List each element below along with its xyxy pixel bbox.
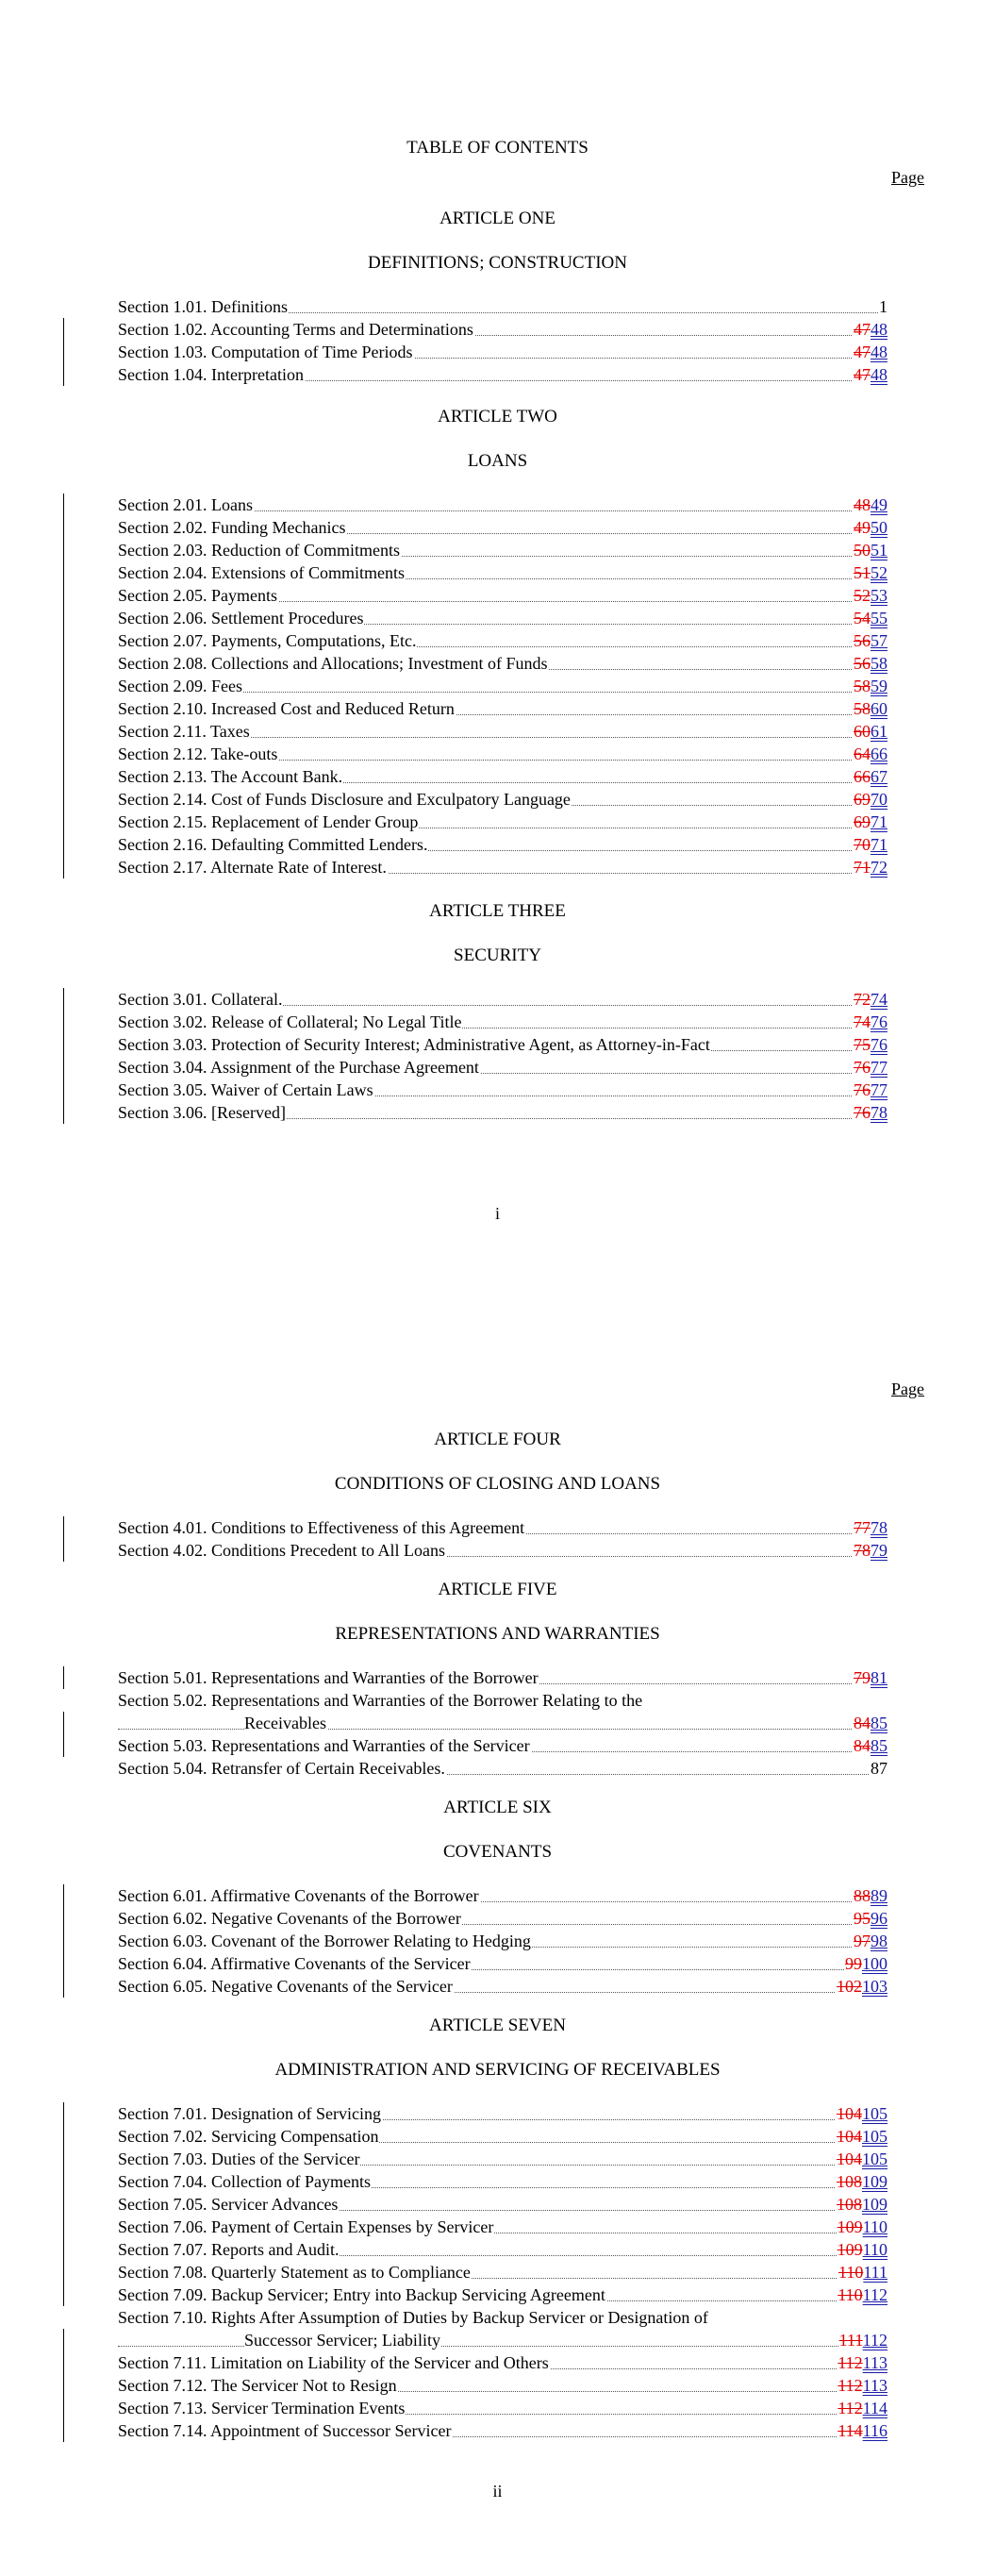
toc-entry-title: Section 7.14. Appointment of Successor Servicer — [118, 2421, 452, 2440]
deleted-page-number: 109 — [837, 2217, 863, 2236]
deleted-page-number: 110 — [837, 2285, 863, 2304]
toc-entry-title: Section 3.06. [Reserved] — [118, 1103, 286, 1122]
toc-entry-page — [853, 811, 887, 833]
toc-entry — [118, 2102, 887, 2125]
inserted-page-number: 48 — [871, 343, 887, 361]
toc-entry-page — [853, 1101, 887, 1124]
toc-entry — [118, 607, 887, 629]
toc-group — [118, 988, 887, 1124]
toc-entry — [118, 1734, 887, 1757]
inserted-page-number: 76 — [871, 1012, 887, 1031]
toc-entry-page — [853, 1079, 887, 1101]
inserted-page-number: 112 — [862, 2285, 887, 2304]
toc-entry-title: Section 7.08. Quarterly Statement as to Compliance — [118, 2263, 471, 2282]
toc-group — [118, 1516, 887, 1562]
deleted-page-number: 76 — [854, 1103, 871, 1122]
toc-entry-title: Section 7.06. Payment of Certain Expenses by Servicer — [118, 2217, 494, 2236]
article-heading: ARTICLE SEVEN — [428, 2016, 567, 2035]
deleted-page-number: 50 — [854, 541, 871, 560]
deleted-page-number: 111 — [838, 2331, 863, 2350]
toc-entry — [118, 516, 887, 539]
article-subheading: ADMINISTRATION AND SERVICING OF RECEIVABLES — [274, 2060, 721, 2080]
deleted-page-number: 56 — [854, 631, 871, 650]
dot-leader — [118, 2346, 887, 2347]
deleted-page-number: 58 — [854, 699, 871, 718]
toc-entry-page — [853, 720, 887, 743]
toc-entry — [118, 833, 887, 856]
toc-entry-title: Section 5.03. Representations and Warranties of the Servicer — [118, 1736, 530, 1755]
article-subheading: COVENANTS — [442, 1842, 553, 1862]
change-bar — [63, 1884, 64, 1998]
toc-group — [118, 295, 887, 386]
toc-entry — [118, 697, 887, 720]
article-subheading: DEFINITIONS; CONSTRUCTION — [368, 253, 627, 273]
toc-entry-title: Section 6.05. Negative Covenants of the Servicer — [118, 1977, 453, 1996]
deleted-page-number: 99 — [845, 1954, 862, 1973]
toc-entry-page — [853, 584, 887, 607]
toc-entry-title: Section 6.04. Affirmative Covenants of the Servicer — [118, 1954, 471, 1973]
change-bar — [63, 1516, 64, 1562]
deleted-page-number: 64 — [854, 744, 871, 763]
toc-entry — [118, 295, 887, 318]
inserted-page-number: 110 — [862, 2240, 887, 2259]
deleted-page-number: 108 — [837, 2195, 862, 2214]
toc-entry — [118, 2261, 887, 2283]
toc-entry — [118, 856, 887, 878]
deleted-page-number: 49 — [854, 518, 871, 537]
toc-entry-title: Section 7.12. The Servicer Not to Resign — [118, 2376, 397, 2395]
deleted-page-number: 70 — [854, 835, 871, 854]
toc-entry — [118, 1516, 887, 1539]
toc-entry — [118, 1033, 887, 1056]
toc-entry-page — [837, 2261, 887, 2283]
inserted-page-number: 105 — [862, 2104, 887, 2123]
toc-entry-page — [853, 788, 887, 811]
toc-entry — [118, 1930, 887, 1952]
deleted-page-number: 104 — [837, 2149, 862, 2168]
inserted-page-number: 98 — [871, 1932, 887, 1950]
toc-entry-page — [853, 539, 887, 561]
deleted-page-number: 84 — [854, 1714, 871, 1732]
page-column-label: Page — [891, 168, 924, 187]
deleted-page-number: 47 — [854, 343, 871, 361]
toc-entry — [118, 2397, 887, 2419]
toc-entry-title: Section 2.09. Fees — [118, 677, 242, 695]
toc-entry — [118, 341, 887, 363]
toc-entry-title: Section 3.05. Waiver of Certain Laws — [118, 1080, 373, 1099]
toc-entry — [118, 539, 887, 561]
deleted-page-number: 69 — [854, 812, 871, 831]
inserted-page-number: 48 — [871, 320, 887, 339]
change-bar — [63, 1712, 64, 1757]
toc-entry-page — [836, 1975, 887, 1998]
toc-entry-title: Section 2.05. Payments — [118, 586, 277, 605]
deleted-page-number: 75 — [854, 1035, 871, 1054]
toc-group — [118, 2102, 887, 2442]
toc-entry — [118, 493, 887, 516]
deleted-page-number: 71 — [854, 858, 871, 877]
toc-entry-page — [844, 1952, 887, 1975]
toc-entry-page — [837, 2283, 887, 2306]
toc-entry — [118, 788, 887, 811]
inserted-page-number: 85 — [871, 1736, 887, 1755]
deleted-page-number: 72 — [854, 990, 871, 1009]
deleted-page-number: 78 — [854, 1541, 871, 1560]
toc-entry-page — [836, 2148, 887, 2170]
toc-entry — [118, 2125, 887, 2148]
inserted-page-number: 103 — [862, 1977, 887, 1996]
toc-entry-page — [837, 2419, 887, 2442]
inserted-page-number: 89 — [871, 1886, 887, 1905]
deleted-page-number: 102 — [837, 1977, 862, 1996]
inserted-page-number: 105 — [862, 2127, 887, 2146]
toc-entry-title: Section 2.01. Loans — [118, 495, 253, 514]
toc-entry — [118, 318, 887, 341]
inserted-page-number: 109 — [862, 2172, 887, 2191]
toc-entry — [118, 1689, 887, 1734]
toc-entry — [118, 743, 887, 765]
toc-entry-page — [836, 2170, 887, 2193]
toc-entry-page — [853, 1666, 887, 1689]
inserted-page-number: 67 — [871, 767, 887, 786]
inserted-page-number: 100 — [862, 1954, 887, 1973]
toc-entry-title: Section 2.12. Take-outs — [118, 744, 278, 763]
inserted-page-number: 51 — [871, 541, 887, 560]
toc-entry — [118, 2216, 887, 2238]
page-number: ii — [492, 2482, 503, 2501]
toc-entry — [118, 811, 887, 833]
toc-entry-title: Section 2.04. Extensions of Commitments — [118, 563, 405, 582]
inserted-page-number: 96 — [871, 1909, 887, 1928]
toc-entry-title: Section 3.03. Protection of Security Interest; Administrative Agent, as Attorney-in-Fact — [118, 1035, 710, 1054]
article-heading: ARTICLE THREE — [429, 901, 566, 921]
toc-entry — [118, 2283, 887, 2306]
toc-entry — [118, 1666, 887, 1689]
toc-entry-page — [853, 1056, 887, 1079]
toc-entry-page — [837, 2216, 887, 2238]
toc-entry-title: Section 2.13. The Account Bank. — [118, 767, 343, 786]
deleted-page-number: 112 — [837, 2353, 863, 2372]
toc-entry-title: Section 7.09. Backup Servicer; Entry into Backup Servicing Agreement — [118, 2285, 605, 2304]
toc-entry — [118, 652, 887, 675]
toc-entry-page — [853, 1734, 887, 1757]
toc-entry-title: Section 1.01. Definitions — [118, 297, 288, 316]
toc-entry — [118, 2193, 887, 2216]
toc-entry-page — [853, 697, 887, 720]
toc-entry — [118, 584, 887, 607]
change-bar — [63, 2329, 64, 2442]
toc-entry-title: Section 2.02. Funding Mechanics — [118, 518, 346, 537]
toc-entry — [118, 1539, 887, 1562]
inserted-page-number: 48 — [871, 365, 887, 384]
deleted-page-number: 84 — [854, 1736, 871, 1755]
deleted-page-number: 48 — [854, 495, 871, 514]
inserted-page-number: 66 — [871, 744, 887, 763]
inserted-page-number: 53 — [871, 586, 887, 605]
toc-entry-title: Section 2.16. Defaulting Committed Lenders. — [118, 835, 428, 854]
toc-entry-title: Section 2.06. Settlement Procedures — [118, 609, 364, 627]
toc-entry-title: Section 4.02. Conditions Precedent to All Loans — [118, 1541, 445, 1560]
article-heading: ARTICLE FIVE — [438, 1580, 557, 1599]
article-subheading: LOANS — [467, 451, 528, 471]
deleted-page-number: 69 — [854, 790, 871, 809]
change-bar — [63, 493, 64, 878]
inserted-page-number: 77 — [871, 1080, 887, 1099]
toc-entry — [118, 1011, 887, 1033]
toc-entry — [118, 2170, 887, 2193]
deleted-page-number: 108 — [837, 2172, 862, 2191]
article-heading: ARTICLE FOUR — [434, 1430, 561, 1449]
toc-entry — [118, 675, 887, 697]
inserted-page-number: 74 — [871, 990, 887, 1009]
inserted-page-number: 110 — [862, 2217, 887, 2236]
toc-entry-page — [853, 561, 887, 584]
toc-entry-title-continued: Receivables — [244, 1714, 326, 1732]
toc-entry — [118, 1079, 887, 1101]
toc-entry-page — [836, 2193, 887, 2216]
toc-entry — [118, 2238, 887, 2261]
inserted-page-number: 58 — [871, 654, 887, 673]
toc-entry-page — [853, 1712, 887, 1734]
toc-entry-title: Section 7.05. Servicer Advances — [118, 2195, 339, 2214]
toc-entry-title: Section 5.01. Representations and Warranties of the Borrower — [118, 1668, 539, 1687]
toc-entry-page — [853, 363, 887, 386]
toc-group — [118, 493, 887, 878]
inserted-page-number: 113 — [862, 2353, 887, 2372]
toc-entry-title: Section 6.01. Affirmative Covenants of the Borrower — [118, 1886, 479, 1905]
inserted-page-number: 112 — [862, 2331, 887, 2350]
toc-entry-page — [853, 1907, 887, 1930]
toc-entry-page — [853, 743, 887, 765]
article-subheading: CONDITIONS OF CLOSING AND LOANS — [334, 1474, 661, 1494]
toc-entry-page — [853, 833, 887, 856]
toc-entry-title: Section 7.10. Rights After Assumption of Duties by Backup Servicer or Designation of — [118, 2308, 708, 2327]
toc-entry-page — [853, 1539, 887, 1562]
toc-entry-page — [837, 2397, 887, 2419]
deleted-page-number: 95 — [854, 1909, 871, 1928]
inserted-page-number: 72 — [871, 858, 887, 877]
deleted-page-number: 76 — [854, 1080, 871, 1099]
toc-entry-title: Section 3.02. Release of Collateral; No Legal Title — [118, 1012, 462, 1031]
toc-entry-page — [853, 1884, 887, 1907]
toc-entry-title: Section 7.11. Limitation on Liability of the Servicer and Others — [118, 2353, 549, 2372]
change-bar — [63, 2102, 64, 2306]
inserted-page-number: 55 — [871, 609, 887, 627]
toc-entry-title: Section 7.03. Duties of the Servicer — [118, 2149, 360, 2168]
toc-entry-page — [837, 2238, 887, 2261]
toc-entry-title: Section 3.04. Assignment of the Purchase Agreement — [118, 1058, 479, 1077]
toc-entry — [118, 720, 887, 743]
article-heading: ARTICLE TWO — [438, 407, 557, 427]
deleted-page-number: 79 — [854, 1668, 871, 1687]
article-subheading: SECURITY — [454, 945, 541, 965]
deleted-page-number: 60 — [854, 722, 871, 741]
toc-entry-page — [853, 1033, 887, 1056]
toc-entry-title: Section 2.17. Alternate Rate of Interest. — [118, 858, 387, 877]
article-subheading: REPRESENTATIONS AND WARRANTIES — [335, 1624, 660, 1644]
deleted-page-number: 114 — [837, 2421, 863, 2440]
toc-entry-page — [853, 1516, 887, 1539]
toc-entry — [118, 363, 887, 386]
toc-entry-title: Section 6.03. Covenant of the Borrower Relating to Hedging — [118, 1932, 531, 1950]
toc-entry-title: Section 6.02. Negative Covenants of the Borrower — [118, 1909, 461, 1928]
toc-title: TABLE OF CONTENTS — [406, 138, 589, 158]
deleted-page-number: 58 — [854, 677, 871, 695]
toc-entry — [118, 561, 887, 584]
page-column-label: Page — [891, 1380, 924, 1398]
inserted-page-number: 61 — [871, 722, 887, 741]
change-bar — [63, 1666, 64, 1689]
toc-group — [118, 1666, 887, 1780]
toc-entry — [118, 1907, 887, 1930]
toc-entry-page — [853, 988, 887, 1011]
toc-entry-page — [853, 341, 887, 363]
inserted-page-number: 50 — [871, 518, 887, 537]
toc-entry-page — [853, 1011, 887, 1033]
toc-entry-title: Section 2.14. Cost of Funds Disclosure and Exculpatory Language — [118, 790, 571, 809]
deleted-page-number: 66 — [854, 767, 871, 786]
deleted-page-number: 74 — [854, 1012, 871, 1031]
toc-entry — [118, 2419, 887, 2442]
inserted-page-number: 78 — [871, 1518, 887, 1537]
toc-entry-page — [836, 2125, 887, 2148]
deleted-page-number: 112 — [837, 2399, 863, 2417]
toc-entry-page — [853, 765, 887, 788]
toc-entry — [118, 629, 887, 652]
toc-entry-page — [853, 629, 887, 652]
toc-entry — [118, 1884, 887, 1907]
toc-entry — [118, 1101, 887, 1124]
inserted-page-number: 70 — [871, 790, 887, 809]
inserted-page-number: 79 — [871, 1541, 887, 1560]
inserted-page-number: 114 — [862, 2399, 887, 2417]
inserted-page-number: 111 — [863, 2263, 887, 2282]
toc-entry — [118, 1757, 887, 1780]
deleted-page-number: 104 — [837, 2104, 862, 2123]
deleted-page-number: 56 — [854, 654, 871, 673]
deleted-page-number: 77 — [854, 1518, 871, 1537]
article-heading: ARTICLE SIX — [443, 1798, 552, 1817]
inserted-page-number: 60 — [871, 699, 887, 718]
toc-entry-title: Section 7.04. Collection of Payments — [118, 2172, 371, 2191]
toc-entry-page — [837, 2351, 887, 2374]
toc-entry-page: 1 — [879, 297, 887, 316]
inserted-page-number: 81 — [871, 1668, 887, 1687]
toc-entry-title: Section 7.01. Designation of Servicing — [118, 2104, 381, 2123]
deleted-page-number: 47 — [854, 320, 871, 339]
inserted-page-number: 71 — [871, 835, 887, 854]
toc-entry — [118, 1975, 887, 1998]
deleted-page-number: 104 — [837, 2127, 862, 2146]
toc-entry-page — [853, 675, 887, 697]
toc-entry-title: Section 1.02. Accounting Terms and Determinations — [118, 320, 473, 339]
toc-entry-title: Section 3.01. Collateral. — [118, 990, 283, 1009]
inserted-page-number: 76 — [871, 1035, 887, 1054]
toc-entry-page — [838, 2329, 887, 2351]
toc-entry-title: Section 2.10. Increased Cost and Reduced Return — [118, 699, 455, 718]
toc-entry-title: Section 2.15. Replacement of Lender Group — [118, 812, 419, 831]
toc-entry-title: Section 2.03. Reduction of Commitments — [118, 541, 400, 560]
toc-entry-page — [853, 1930, 887, 1952]
toc-entry — [118, 1056, 887, 1079]
toc-entry-title: Section 2.07. Payments, Computations, Etc. — [118, 631, 417, 650]
deleted-page-number: 109 — [837, 2240, 863, 2259]
inserted-page-number: 52 — [871, 563, 887, 582]
toc-entry-title: Section 5.04. Retransfer of Certain Receivables. — [118, 1759, 445, 1778]
inserted-page-number: 113 — [862, 2376, 887, 2395]
toc-entry-title: Section 7.07. Reports and Audit. — [118, 2240, 340, 2259]
toc-entry — [118, 988, 887, 1011]
deleted-page-number: 76 — [854, 1058, 871, 1077]
toc-entry — [118, 2148, 887, 2170]
toc-entry-page — [853, 856, 887, 878]
toc-entry-title: Section 2.11. Taxes — [118, 722, 250, 741]
deleted-page-number: 52 — [854, 586, 871, 605]
deleted-page-number: 47 — [854, 365, 871, 384]
inserted-page-number: 59 — [871, 677, 887, 695]
deleted-page-number: 51 — [854, 563, 871, 582]
toc-entry-page — [836, 2102, 887, 2125]
toc-entry-page: 87 — [871, 1759, 887, 1778]
toc-entry-title: Section 7.02. Servicing Compensation — [118, 2127, 379, 2146]
inserted-page-number: 109 — [862, 2195, 887, 2214]
toc-entry — [118, 765, 887, 788]
toc-entry-page — [853, 516, 887, 539]
inserted-page-number: 105 — [862, 2149, 887, 2168]
toc-entry — [118, 1952, 887, 1975]
deleted-page-number: 88 — [854, 1886, 871, 1905]
toc-entry-title-continued: Successor Servicer; Liability — [244, 2331, 440, 2350]
change-bar — [63, 318, 64, 386]
inserted-page-number: 116 — [862, 2421, 887, 2440]
toc-entry-title: Section 1.03. Computation of Time Periods — [118, 343, 413, 361]
toc-entry-title: Section 4.01. Conditions to Effectiveness of this Agreement — [118, 1518, 525, 1537]
deleted-page-number: 54 — [854, 609, 871, 627]
inserted-page-number: 85 — [871, 1714, 887, 1732]
article-heading: ARTICLE ONE — [439, 209, 556, 228]
change-bar — [63, 988, 64, 1124]
inserted-page-number: 77 — [871, 1058, 887, 1077]
toc-entry — [118, 2306, 887, 2351]
page-number: i — [494, 1204, 500, 1223]
toc-entry-title: Section 5.02. Representations and Warranties of the Borrower Relating to the — [118, 1691, 643, 1710]
toc-entry — [118, 2351, 887, 2374]
deleted-page-number: 110 — [837, 2263, 864, 2282]
toc-entry-page — [853, 607, 887, 629]
inserted-page-number: 78 — [871, 1103, 887, 1122]
toc-entry-page — [837, 2374, 887, 2397]
toc-entry-page — [853, 318, 887, 341]
deleted-page-number: 97 — [854, 1932, 871, 1950]
toc-group — [118, 1884, 887, 1998]
dot-leader — [118, 1729, 887, 1730]
inserted-page-number: 57 — [871, 631, 887, 650]
deleted-page-number: 112 — [837, 2376, 863, 2395]
inserted-page-number: 49 — [871, 495, 887, 514]
toc-entry-page — [853, 493, 887, 516]
toc-entry-page — [853, 652, 887, 675]
toc-entry-title: Section 7.13. Servicer Termination Events — [118, 2399, 406, 2417]
inserted-page-number: 71 — [871, 812, 887, 831]
toc-entry-title: Section 2.08. Collections and Allocations; Investment of Funds — [118, 654, 548, 673]
toc-entry — [118, 2374, 887, 2397]
toc-entry-title: Section 1.04. Interpretation — [118, 365, 304, 384]
